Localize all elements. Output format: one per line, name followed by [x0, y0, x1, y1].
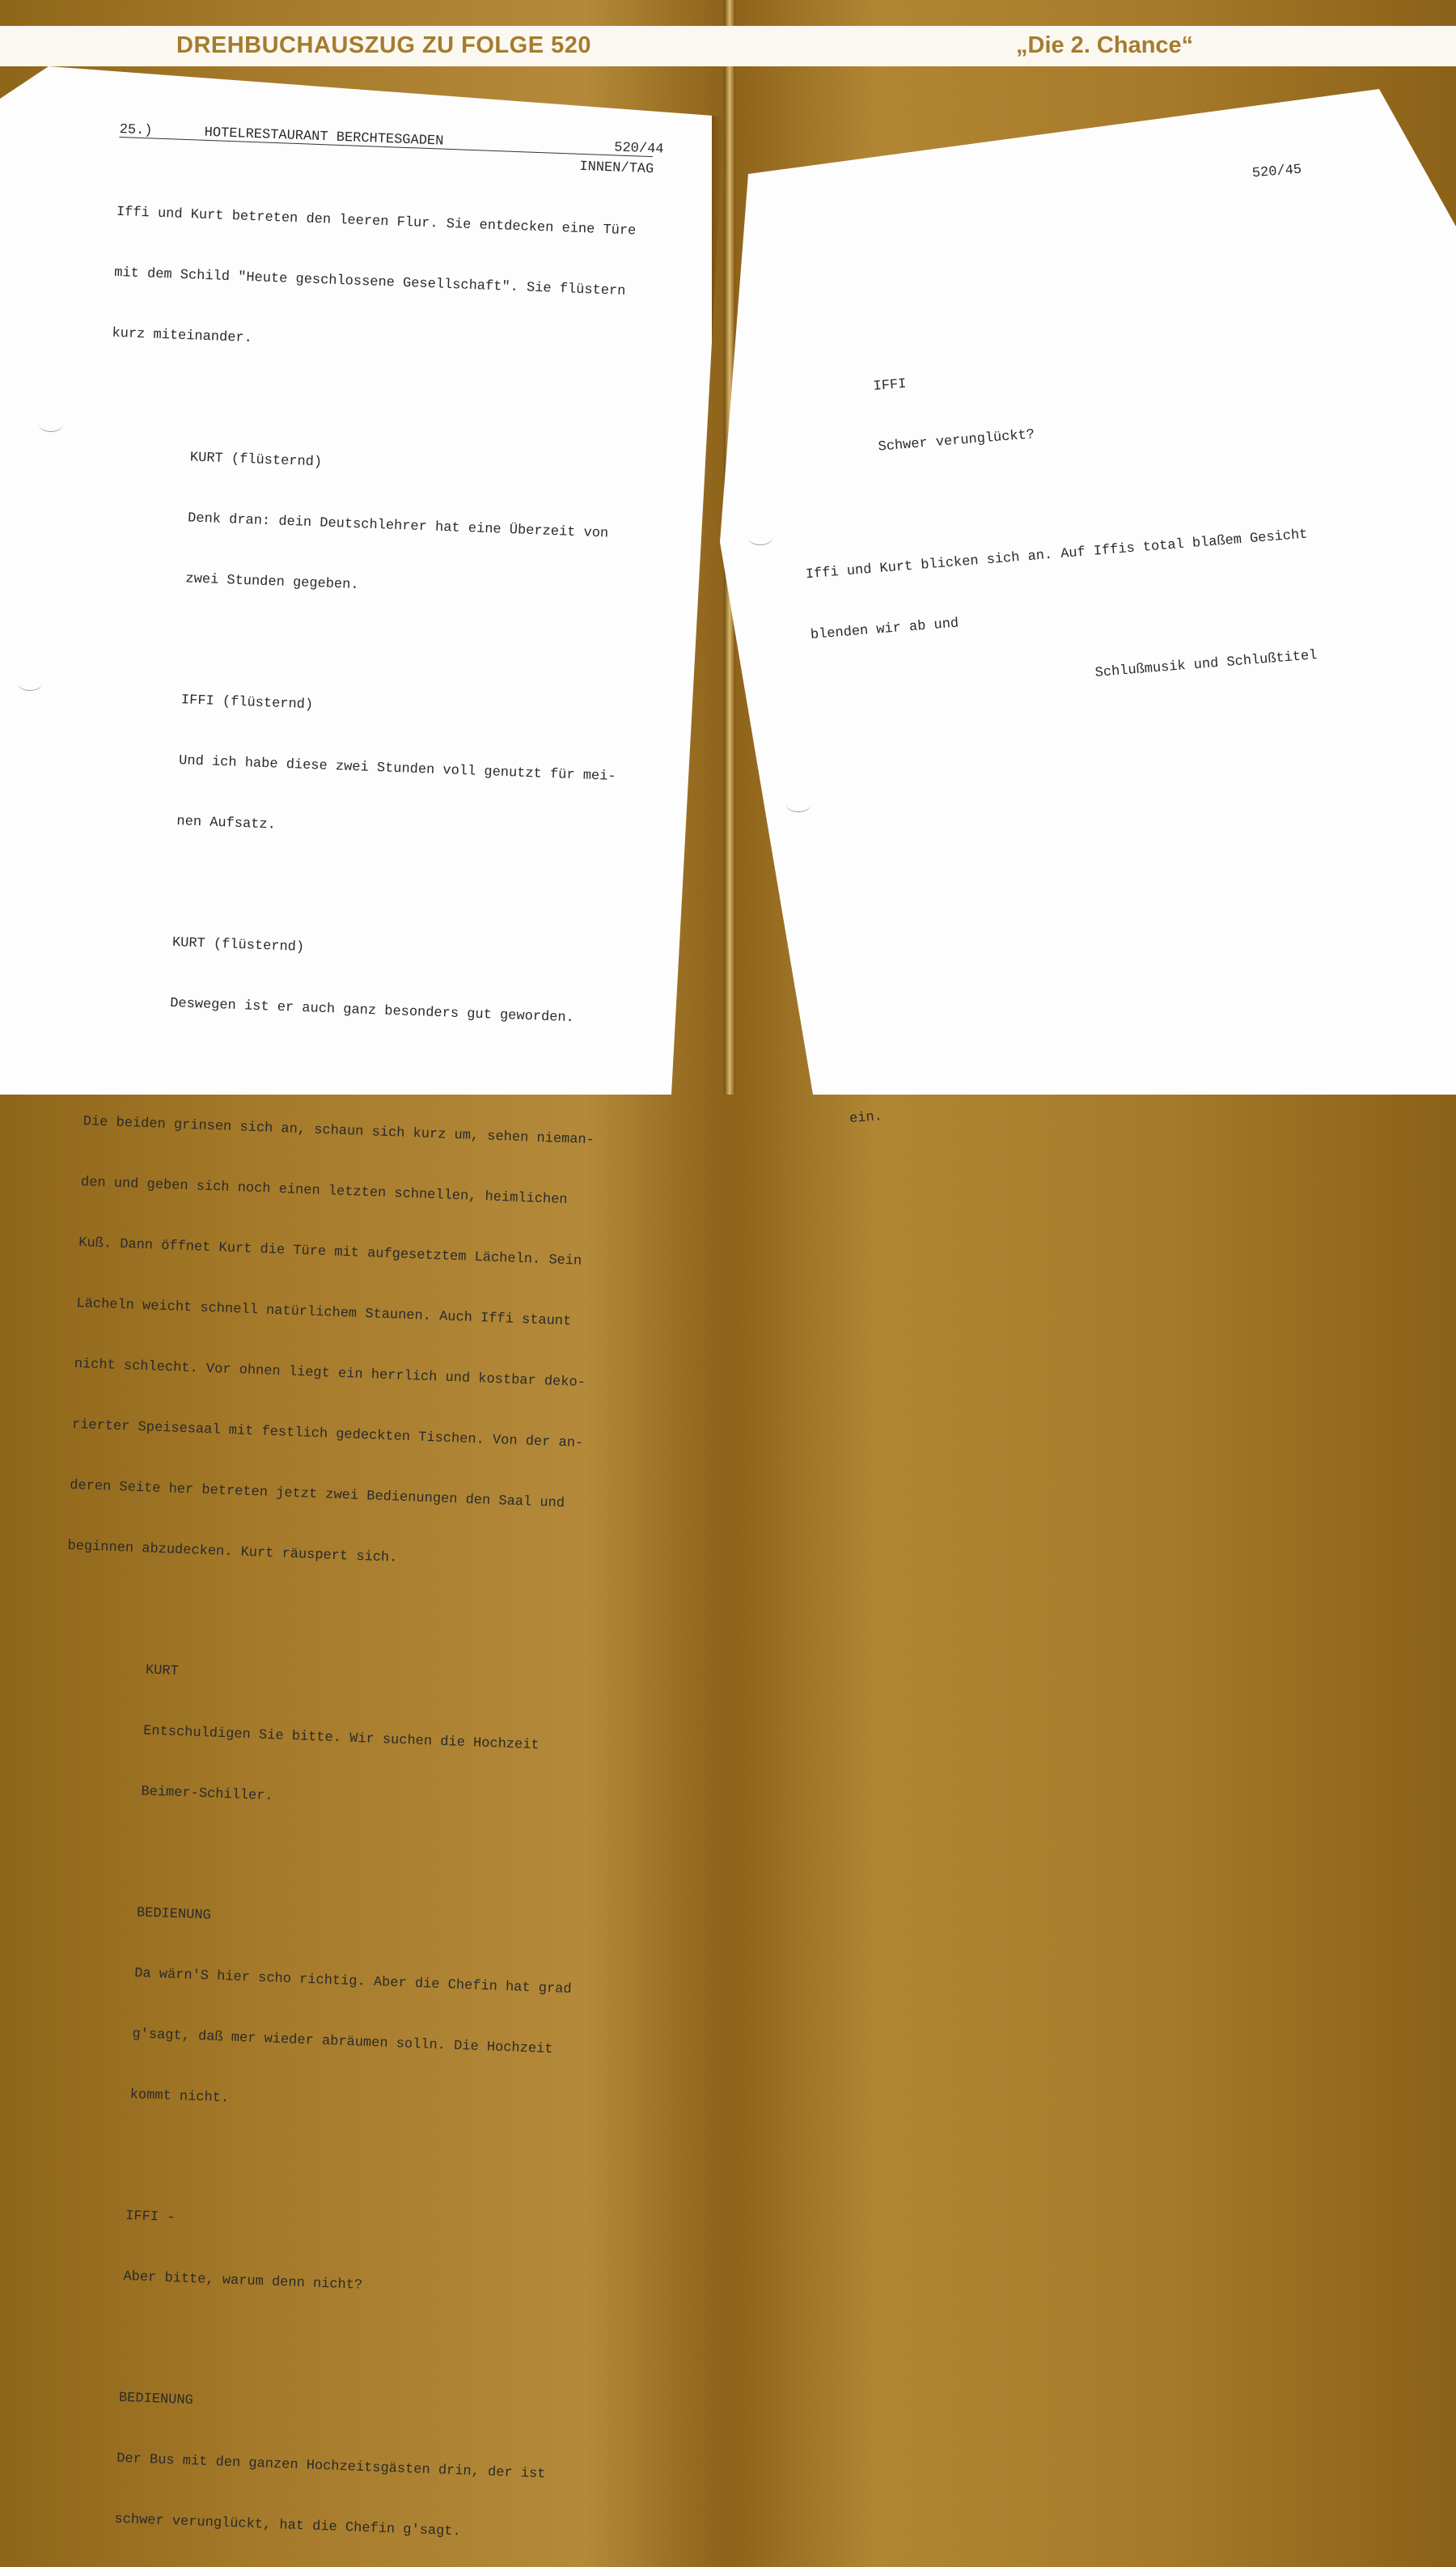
character-cue: IFFI - — [42, 2205, 176, 2226]
script-line: ​ — [844, 1051, 845, 1067]
dialogue-line: Beimer-Schiller. — [58, 1781, 273, 1805]
dialogue-line: zwei Stunden gegeben. — [103, 568, 359, 594]
dialogue-line: Da wärn'S hier scho richtig. Aber die Chefin hat grad — [51, 1963, 572, 1997]
script-line: ​ — [781, 265, 782, 281]
dialogue-line: Und ich habe diese zwei Stunden voll genutzt für mei- — [95, 750, 616, 785]
dialogue-line: schwer verunglückt, hat die Chefin g'sagt. — [32, 2508, 462, 2540]
character-cue: KURT — [62, 1659, 180, 1680]
left-page-text — [31, 79, 664, 2566]
dialogue-line: kommt nicht. — [47, 2084, 230, 2107]
script-line: den und geben sich noch einen letzten schnellen, heimlichen — [80, 1175, 568, 1209]
script-line: rierter Speisesaal mit festlich gedeckten Tischen. Von der an- — [71, 1417, 584, 1452]
right-page-text — [772, 120, 1377, 1150]
script-line: Kuß. Dann öffnet Kurt die Türe mit aufgesetztem Lächeln. Sein — [78, 1235, 582, 1269]
script-line: ​ — [65, 1599, 66, 1615]
script-line: nicht schlecht. Vor ohnen liegt ein herrlich und kostbar deko- — [74, 1356, 586, 1392]
scene-number: 25.) — [119, 121, 153, 139]
script-line: ​ — [100, 629, 102, 645]
script-line: ​ — [785, 325, 787, 341]
script-line: ​ — [44, 2145, 46, 2161]
banner-left-title: DREHBUCHAUSZUG ZU FOLGE 520 — [176, 32, 591, 58]
character-cue: IFFI (flüsternd) — [98, 689, 314, 714]
script-line: ein. — [849, 1108, 883, 1128]
punch-hole — [748, 530, 772, 545]
script-line: ​ — [38, 2327, 40, 2343]
script-line: ​ — [834, 930, 836, 946]
character-cue: BEDIENUNG — [53, 1902, 212, 1924]
script-line: ​ — [819, 748, 821, 765]
script-line: ​ — [91, 871, 93, 887]
character-cue: BEDIENUNG — [36, 2387, 194, 2409]
dialogue-line: Deswegen ist er auch ganz besonders gut geworden. — [87, 993, 575, 1027]
script-line: ​ — [824, 809, 826, 825]
script-line: kurz miteinander. — [112, 325, 253, 347]
script-line: ​ — [829, 870, 831, 886]
transition-line: Schlußmusik und Schlußtitel — [815, 647, 1318, 704]
dialogue-line: Schwer verunglückt? — [795, 427, 1035, 462]
script-line: Lächeln weicht schnell natürlichem Staunen. Auch Iffi staunt — [76, 1295, 572, 1330]
dialogue-line: Der Bus mit den ganzen Hochzeitsgästen drin, der ist — [33, 2448, 546, 2483]
punch-hole — [18, 676, 42, 691]
dialogue-line: nen Aufsatz. — [94, 811, 277, 833]
interior-time: INNEN/TAG — [579, 159, 654, 178]
script-line: Die beiden grinsen sich an, schaun sich kurz um, sehen nieman- — [83, 1114, 595, 1149]
script-line: ​ — [839, 990, 840, 1006]
script-line: Iffi und Kurt blicken sich an. Auf Iffis total blaßem Gesicht — [805, 527, 1309, 583]
scene-location: HOTELRESTAURANT BERCHTESGADEN — [204, 125, 444, 150]
dialogue-line: Entschuldigen Sie bitte. Wir suchen die Hochzeit — [60, 1720, 540, 1754]
script-line: beginnen abzudecken. Kurt räuspert sich. — [67, 1538, 398, 1566]
script-line: ​ — [800, 506, 802, 523]
character-cue: IFFI — [790, 376, 908, 402]
character-cue: KURT (flüsternd) — [89, 932, 305, 955]
script-line: ​ — [85, 1053, 86, 1070]
header-banner — [0, 26, 1456, 66]
script-line: mit dem Schild "Heute geschlossene Gesellschaft". Sie flüstern — [113, 265, 626, 300]
page-number: 520/45 — [1251, 162, 1302, 182]
script-line: deren Seite her betreten jetzt zwei Bedienungen den Saal und — [69, 1477, 565, 1512]
script-line: ​ — [109, 386, 111, 402]
character-cue: KURT (flüsternd) — [107, 447, 323, 471]
dialogue-line: Denk dran: dein Deutschlehrer hat eine Überzeit von — [104, 507, 609, 542]
script-line: ​ — [56, 1841, 57, 1857]
page-number: 520/44 — [613, 140, 664, 158]
banner-right-title: „Die 2. Chance“ — [1016, 32, 1194, 58]
script-line: blenden wir ab und — [810, 616, 959, 644]
dialogue-line: Aber bitte, warum denn nicht? — [40, 2266, 363, 2294]
scene-header — [118, 120, 664, 181]
dialogue-line: g'sagt, daß mer wieder abräumen solln. Die Hochzeit — [49, 2023, 553, 2058]
punch-hole — [786, 797, 811, 812]
punch-hole — [39, 417, 63, 432]
script-line: Iffi und Kurt betreten den leeren Flur. Sie entdecken eine Türe — [116, 204, 637, 239]
